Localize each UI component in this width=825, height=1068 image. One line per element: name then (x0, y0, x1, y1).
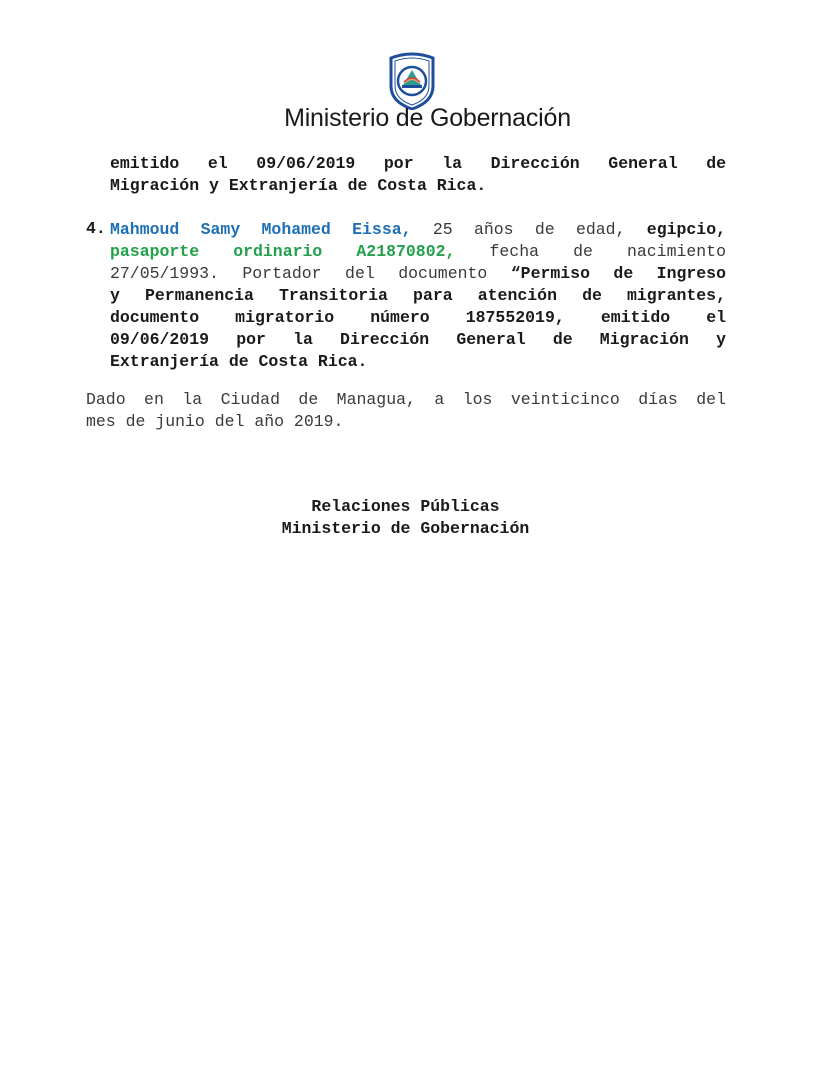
signature-ministry: Ministerio de Gobernación (281, 519, 530, 538)
birth-label: fecha de nacimiento (489, 242, 726, 261)
closing-line: mes de junio del año 2019. (86, 412, 344, 431)
continuation-line: Migración y Extranjería de Costa Rica. (110, 176, 487, 195)
person-nationality: egipcio, (646, 220, 727, 239)
document-name: “Permiso de Ingreso (510, 264, 726, 283)
person-age: 25 años de edad, (432, 220, 626, 239)
list-item-line: documento migratorio número 187552019, emitido el (110, 308, 726, 327)
list-item (110, 219, 726, 373)
page-title: Ministerio de Gobernación (284, 104, 571, 132)
signature-block (0, 496, 811, 540)
list-item-line (110, 263, 726, 285)
list-item-line: 09/06/2019 por la Dirección General de Migración y (110, 330, 726, 349)
closing-paragraph (86, 389, 726, 433)
holder-text: Portador del documento (242, 264, 488, 283)
list-item-line (110, 241, 726, 263)
list-item-line: Extranjería de Costa Rica. (110, 352, 368, 371)
birth-date: 27/05/1993. (110, 264, 219, 283)
continuation-paragraph (110, 153, 726, 197)
continuation-line: emitido el 09/06/2019 por la Dirección General de (110, 154, 726, 173)
person-name: Mahmoud Samy Mohamed Eissa, (110, 220, 412, 239)
closing-line: Dado en la Ciudad de Managua, a los veinticinco días del (86, 390, 726, 409)
list-item-line: y Permanencia Transitoria para atención de migrantes, (110, 286, 726, 305)
list-item-line (110, 219, 726, 241)
coat-of-arms-icon (388, 52, 436, 110)
signature-department: Relaciones Públicas (311, 497, 500, 516)
passport-number: pasaporte ordinario A21870802, (110, 242, 456, 261)
list-item-number: 4. (86, 219, 106, 238)
